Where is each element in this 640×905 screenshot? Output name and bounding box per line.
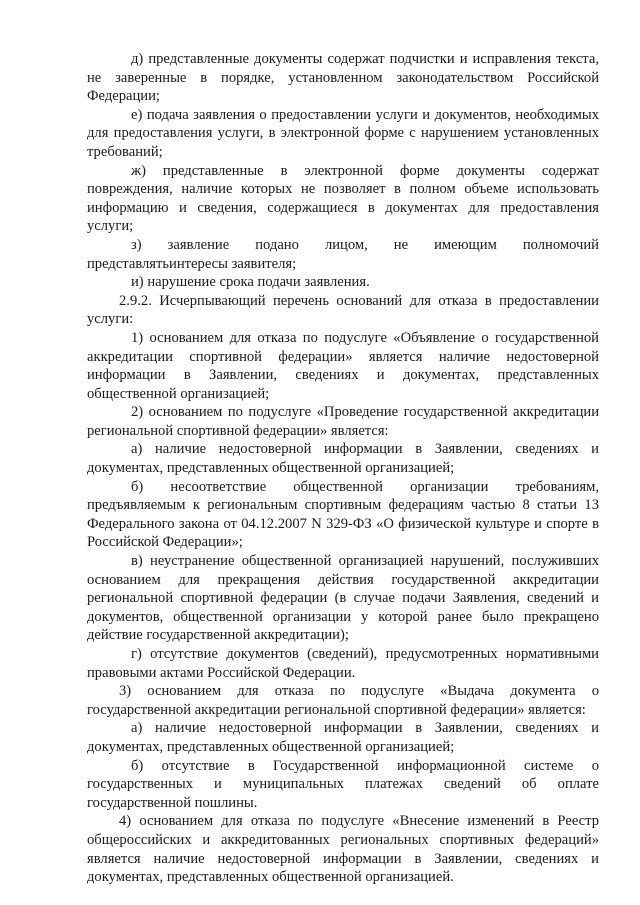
paragraph-ground-2-b: б) несоответствие общественной организации требованиям, предъявляемым к региональным спортивным федерациям частью 8 статьи 13 Федерального закона от 04.12.2007 N 329-ФЗ «О физической культуре и спорте в Российской Федерации»; — [87, 478, 599, 551]
paragraph-item-d: д) представленные документы содержат подчистки и исправления текста, не заверенные в порядке, установленном законодательством Российской Федерации; — [87, 51, 599, 105]
paragraph-ground-3-a: а) наличие недостоверной информации в Заявлении, сведениях и документах, представленных общественной организацией; — [87, 720, 599, 755]
paragraph-item-e: е) подача заявления о предоставлении услуги и документов, необходимых для предоставления услуги, в электронной форме с нарушением установленных требований; — [87, 106, 599, 160]
paragraph-ground-3-b: б) отсутствие в Государственной информационной системе о государственных и муниципальных платежах сведений об оплате государственной пошлины. — [87, 757, 599, 811]
paragraph-ground-1: 1) основанием для отказа по подуслуге «Объявление о государственной аккредитации спортивной федерации» является наличие недостоверной информации в Заявлении, сведениях и документах, представленных общественной организацией; — [87, 329, 599, 402]
paragraph-ground-2-a: а) наличие недостоверной информации в Заявлении, сведениях и документах, представленных общественной организацией; — [87, 441, 599, 477]
paragraph-item-zh: ж) представленные в электронной форме документы содержат повреждения, наличие которых не позволяет в полном объеме использовать информацию и сведения, содержащиеся в документах для предоставления услуги; — [87, 162, 599, 235]
paragraph-ground-2-v: в) неустранение общественной организацией нарушений, послуживших основанием для прекращения действия государственной аккредитации региональной спортивной федерации (в случае подачи Заявления, сведений и документов, общественной организации у которой ранее было прекращено действие государственной аккредитации); — [87, 553, 599, 644]
document-page — [87, 50, 599, 887]
paragraph-item-z: з) заявление подано лицом, не имеющим полномочий представлятьинтересы заявителя; — [87, 236, 599, 272]
section-heading-2-9-2: 2.9.2. Исчерпывающий перечень оснований для отказа в предоставлении услуги: — [87, 292, 599, 328]
paragraph-ground-3: 3) основанием для отказа по подуслуге «Выдача документа о государственной аккредитации региональной спортивной федерации» является: — [87, 683, 599, 718]
paragraph-ground-2-g: г) отсутствие документов (сведений), предусмотренных нормативными правовыми актами Российской Федерации. — [87, 646, 599, 681]
paragraph-ground-4: 4) основанием для отказа по подуслуге «Внесение изменений в Реестр общероссийских и аккредитованных региональных спортивных федераций» является наличие недостоверной информации в Заявлении, сведениях и документах, представленных общественной организацией. — [87, 813, 599, 886]
paragraph-item-i: и) нарушение срока подачи заявления. — [131, 274, 370, 291]
paragraph-ground-2: 2) основанием по подуслуге «Проведение государственной аккредитации региональной спортивной федерации» является: — [87, 404, 599, 439]
